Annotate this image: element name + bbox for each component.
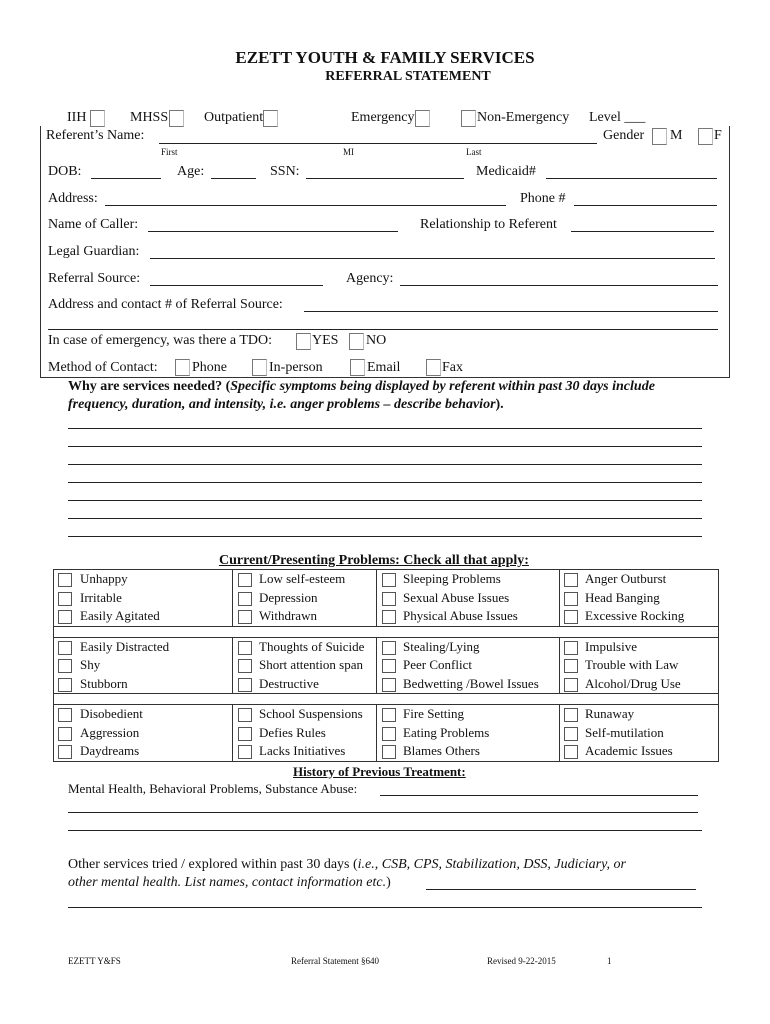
problem-label: Destructive [259,675,319,691]
program-emergency-label: Emergency [351,110,415,125]
name-first-caption: First [161,147,178,157]
why-answer-line-5[interactable] [68,500,702,501]
footer-page: 1 [607,956,612,966]
program-mhss-checkbox[interactable] [169,110,184,127]
referral-source-field[interactable] [150,285,323,286]
problem-checkbox[interactable] [58,610,72,624]
problem-label: Aggression [80,724,140,740]
problem-checkbox[interactable] [564,641,578,655]
problem-checkbox[interactable] [58,745,72,759]
grid-divider [232,705,233,724]
grid-divider [232,742,233,761]
grid-divider [559,742,560,761]
problem-checkbox[interactable] [238,678,252,692]
problem-label: Unhappy [80,571,128,586]
tdo-yes-label: YES [312,333,339,348]
problem-checkbox[interactable] [382,573,396,587]
caller-field[interactable] [148,231,398,232]
contact-inperson-label: In-person [269,360,323,375]
footer-center: Referral Statement §640 [291,956,379,966]
gender-f-checkbox[interactable] [698,128,713,145]
problem-label: Shy [80,657,101,672]
referent-name-field[interactable] [159,143,597,144]
grid-divider [376,656,377,675]
address-field[interactable] [105,205,506,206]
problem-label: Disobedient [80,706,143,721]
other-services-line-3[interactable] [68,907,702,908]
problem-label: Easily Agitated [80,608,160,623]
program-iih-checkbox[interactable] [90,110,105,127]
history-line-3[interactable] [68,830,702,831]
problems-row [54,570,718,589]
why-question-italic: Specific symptoms being displayed by referent within past 30 days include frequency, duration, and intensity, i.e. anger problems – describe behavior [68,379,655,412]
problem-checkbox[interactable] [382,678,396,692]
problem-checkbox[interactable] [58,678,72,692]
problem-label: Daydreams [80,743,140,758]
tdo-no-label: NO [366,333,387,348]
contact-email-checkbox[interactable] [350,359,365,376]
history-mental-field[interactable] [380,795,698,796]
other-services-line2 [68,875,391,891]
problem-label: Peer Conflict [403,657,472,672]
problems-row [54,705,718,724]
other-services-text-a: Other services tried / explored within past 30 days ( [68,857,358,872]
grid-divider [232,570,233,589]
grid-divider [376,607,377,626]
why-answer-line-4[interactable] [68,482,702,483]
problems-row [54,724,718,743]
program-outpatient-label: Outpatient [204,110,264,125]
address-label: Address: [48,191,98,206]
grid-divider [376,675,377,694]
problems-group-separator [54,626,718,638]
grid-divider [232,724,233,743]
medicaid-field[interactable] [546,178,717,179]
problems-row [54,656,718,675]
problems-row [54,607,718,626]
problem-checkbox[interactable] [382,727,396,741]
grid-divider [559,589,560,608]
problems-row [54,638,718,657]
problem-label: Eating Problems [403,724,490,740]
grid-divider [376,742,377,761]
grid-divider [559,607,560,626]
grid-divider [559,705,560,724]
problem-label: Stubborn [80,675,128,691]
referent-name-label: Referent’s Name: [46,128,145,143]
agency-field[interactable] [400,285,718,286]
org-title: EZETT YOUTH & FAMILY SERVICES [235,48,535,67]
problem-label: Anger Outburst [585,571,667,586]
problem-label: Easily Distracted [80,638,170,654]
problem-checkbox[interactable] [382,659,396,673]
footer-revised: Revised 9-22-2015 [487,956,556,966]
phone-label: Phone # [520,191,566,206]
why-answer-line-1[interactable] [68,428,702,429]
problem-label: Defies Rules [259,724,326,740]
program-iih-label: IIH [67,110,87,125]
age-label: Age: [177,164,205,179]
grid-divider [232,656,233,675]
name-mi-caption: MI [343,147,354,157]
problem-checkbox[interactable] [238,727,252,741]
problem-checkbox[interactable] [58,641,72,655]
guardian-label: Legal Guardian: [48,244,140,259]
history-mental-label: Mental Health, Behavioral Problems, Substance Abuse: [68,781,358,796]
agency-label: Agency: [346,271,394,286]
why-answer-line-7[interactable] [68,536,702,537]
gender-label: Gender [603,128,645,143]
problem-label: Depression [259,589,318,605]
other-services-text-b: ) [386,875,391,890]
problem-label: Blames Others [403,743,480,758]
problem-checkbox[interactable] [238,610,252,624]
grid-divider [376,705,377,724]
problem-label: Sexual Abuse Issues [403,589,510,605]
problem-label: Irritable [80,589,122,605]
problem-label: Academic Issues [585,743,673,758]
program-outpatient-checkbox[interactable] [263,110,278,127]
problem-label: Fire Setting [403,706,465,721]
age-field[interactable] [211,178,256,179]
footer-left: EZETT Y&FS [68,956,121,966]
grid-divider [232,675,233,694]
problem-label: Excessive Rocking [585,608,685,623]
program-emergency-checkbox[interactable] [415,110,430,127]
problem-checkbox[interactable] [564,659,578,673]
problem-label: Head Banging [585,589,660,605]
tdo-yes-checkbox[interactable] [296,333,311,350]
problem-label: Trouble with Law [585,657,679,672]
gender-m-checkbox[interactable] [652,128,667,145]
contact-inperson-checkbox[interactable] [252,359,267,376]
grid-divider [559,675,560,694]
problem-checkbox[interactable] [58,708,72,722]
program-nonemergency-label: Non-Emergency [477,110,570,125]
problems-row [54,675,718,694]
problem-label: Stealing/Lying [403,638,480,654]
other-services-italic-b: other mental health. List names, contact information etc. [68,875,387,890]
guardian-field[interactable] [150,258,715,259]
grid-divider [559,656,560,675]
other-services-italic-a: i.e., CSB, CPS, Stabilization, DSS, Judiciary, or [357,857,626,872]
relationship-field[interactable] [571,231,714,232]
problem-checkbox[interactable] [382,610,396,624]
problem-label: Runaway [585,706,635,721]
source-address-field[interactable] [304,311,718,312]
dob-label: DOB: [48,164,82,179]
problem-checkbox[interactable] [564,592,578,606]
problems-grid [53,569,719,762]
problem-checkbox[interactable] [58,727,72,741]
form-title: REFERRAL STATEMENT [325,69,491,84]
problem-label: Self-mutilation [585,724,664,740]
problem-checkbox[interactable] [564,678,578,692]
referral-source-label: Referral Source: [48,271,141,286]
why-question-text: Why are services needed? ( [68,379,231,394]
grid-divider [559,638,560,657]
problem-checkbox[interactable] [238,573,252,587]
problem-checkbox[interactable] [564,573,578,587]
contact-fax-checkbox[interactable] [426,359,441,376]
problem-label: Bedwetting /Bowel Issues [403,675,539,691]
tdo-no-checkbox[interactable] [349,333,364,350]
problem-checkbox[interactable] [58,592,72,606]
problem-checkbox[interactable] [58,659,72,673]
grid-divider [232,589,233,608]
ssn-label: SSN: [270,164,300,179]
grid-divider [559,570,560,589]
contact-phone-checkbox[interactable] [175,359,190,376]
problems-group-separator [54,693,718,705]
source-address-label: Address and contact # of Referral Source: [48,297,283,312]
problem-label: Withdrawn [259,608,317,623]
problem-checkbox[interactable] [238,745,252,759]
problem-checkbox[interactable] [382,708,396,722]
grid-divider [376,570,377,589]
source-address-field-2[interactable] [48,329,718,330]
problem-label: Low self-esteem [259,571,346,586]
problem-checkbox[interactable] [382,745,396,759]
other-services-field[interactable] [426,889,696,890]
problem-checkbox[interactable] [564,727,578,741]
history-heading: History of Previous Treatment: [293,764,466,779]
tdo-label: In case of emergency, was there a TDO: [48,333,273,348]
history-line-2[interactable] [68,812,698,813]
contact-phone-label: Phone [192,360,227,375]
problem-checkbox[interactable] [238,708,252,722]
dob-field[interactable] [91,178,161,179]
problem-label: Lacks Initiatives [259,743,346,758]
problem-checkbox[interactable] [564,610,578,624]
why-answer-line-3[interactable] [68,464,702,465]
grid-divider [559,724,560,743]
other-services-line1 [68,857,626,873]
phone-field[interactable] [574,205,717,206]
problem-checkbox[interactable] [564,745,578,759]
problem-label: Alcohol/Drug Use [585,675,681,691]
program-nonemergency-checkbox[interactable] [461,110,476,127]
problems-heading: Current/Presenting Problems: Check all that apply: [219,553,529,568]
why-question-end: ). [495,397,504,412]
relationship-label: Relationship to Referent [420,217,557,232]
problem-label: Physical Abuse Issues [403,608,518,623]
contact-fax-label: Fax [442,360,463,375]
why-question [68,378,668,414]
grid-divider [232,607,233,626]
problem-label: Short attention span [259,657,363,672]
problem-label: Thoughts of Suicide [259,638,365,654]
problems-row [54,742,718,761]
problem-checkbox[interactable] [564,708,578,722]
problem-checkbox[interactable] [238,641,252,655]
problem-checkbox[interactable] [58,573,72,587]
gender-f-label: F [714,128,722,143]
caller-label: Name of Caller: [48,217,139,232]
program-mhss-label: MHSS [130,110,169,125]
program-level-field[interactable]: Level ___ [589,110,646,125]
contact-email-label: Email [367,360,401,375]
problems-row [54,589,718,608]
grid-divider [376,724,377,743]
problem-checkbox[interactable] [238,659,252,673]
problem-label: School Suspensions [259,706,363,721]
why-answer-line-6[interactable] [68,518,702,519]
name-last-caption: Last [466,147,482,157]
contact-method-label: Method of Contact: [48,360,158,375]
problem-checkbox[interactable] [238,592,252,606]
problem-checkbox[interactable] [382,592,396,606]
problem-label: Impulsive [585,638,637,654]
ssn-field[interactable] [306,178,464,179]
problem-checkbox[interactable] [382,641,396,655]
grid-divider [376,589,377,608]
grid-divider [376,638,377,657]
grid-divider [232,638,233,657]
problem-label: Sleeping Problems [403,571,501,586]
why-answer-line-2[interactable] [68,446,702,447]
medicaid-label: Medicaid# [476,164,536,179]
gender-m-label: M [670,128,683,143]
